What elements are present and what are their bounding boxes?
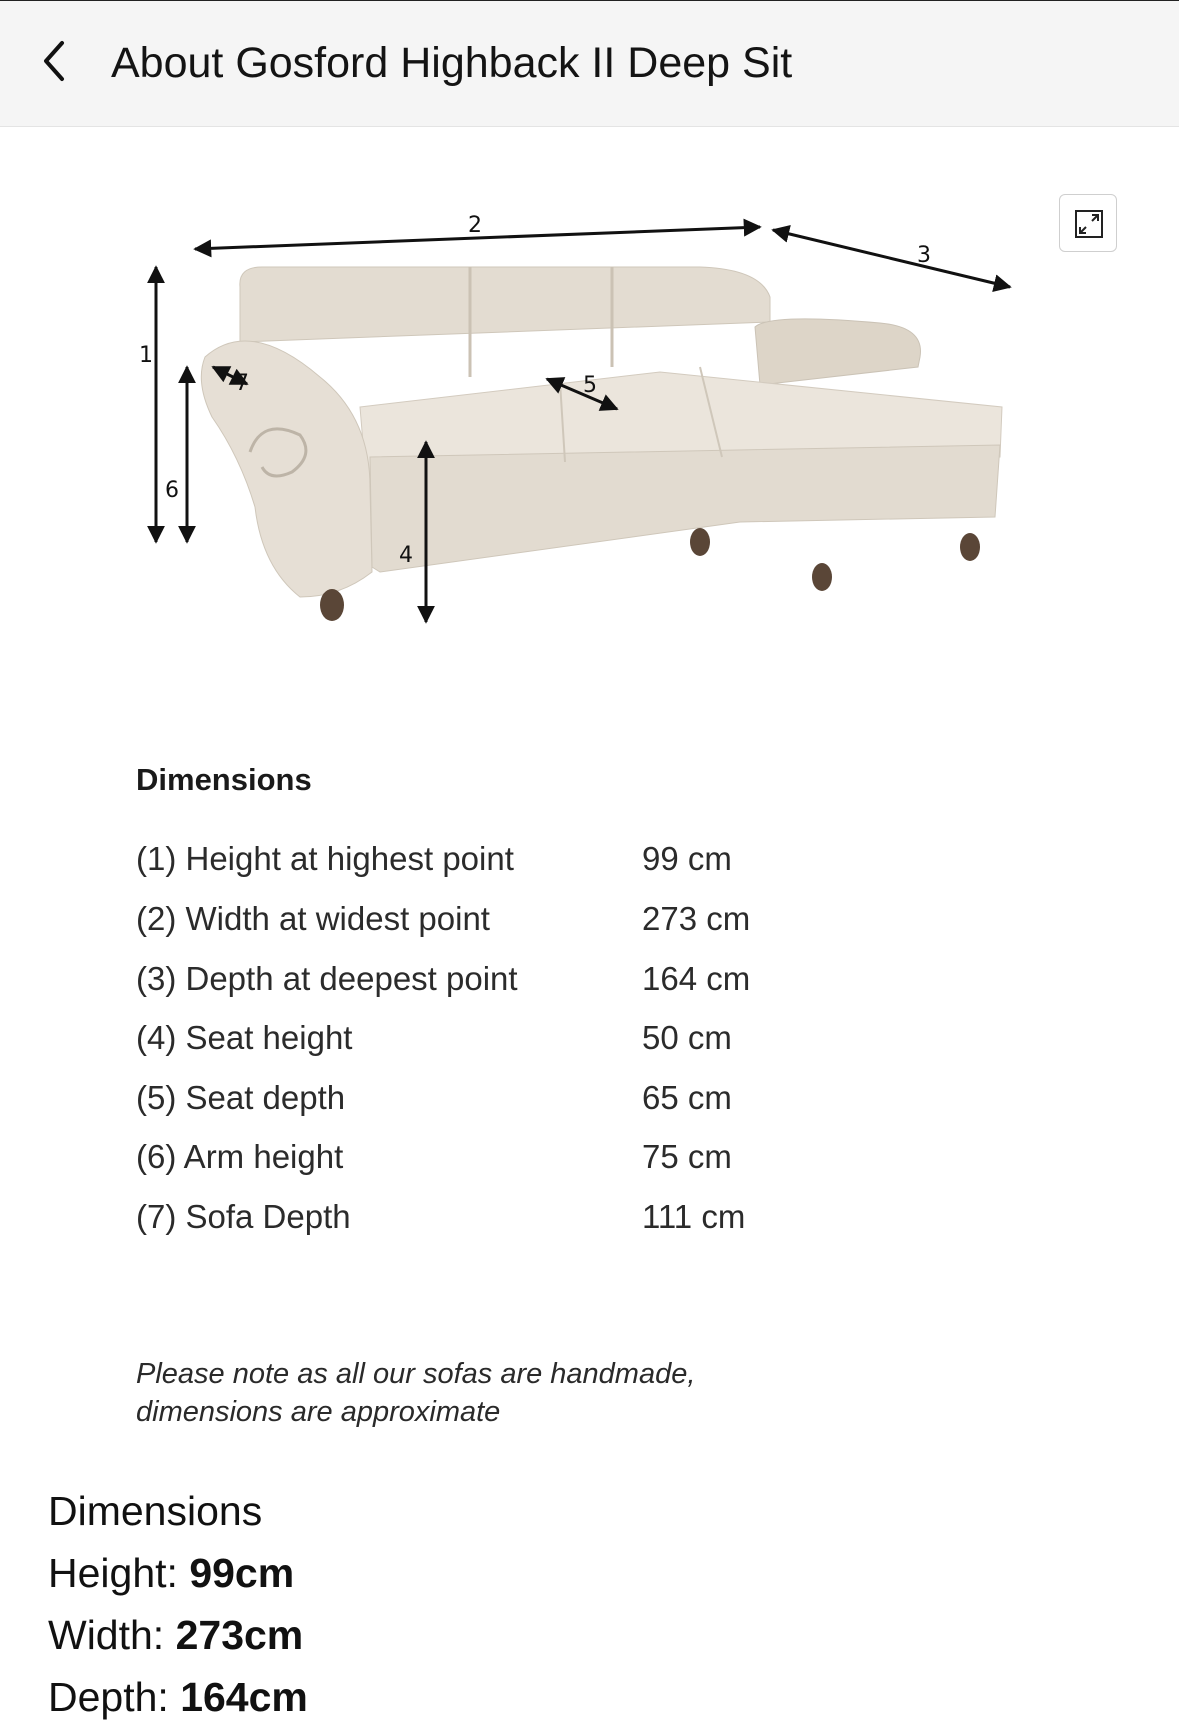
note-line: Please note as all our sofas are handmade, (136, 1358, 696, 1390)
callout-label-3: 3 (917, 243, 931, 268)
dimension-value: 65 cm (642, 1079, 732, 1116)
height-value: 99cm (189, 1550, 295, 1596)
dimension-row (136, 900, 836, 940)
dimension-value: 111 cm (642, 1198, 746, 1235)
width-value: 273cm (175, 1612, 304, 1658)
dimension-label: (3) Depth at deepest point (136, 960, 518, 997)
height-line (48, 1542, 308, 1604)
depth-value: 164cm (180, 1674, 308, 1720)
note-line: dimensions are approximate (136, 1396, 501, 1428)
height-label: Height: (48, 1550, 190, 1596)
callout-label-4: 4 (399, 543, 413, 568)
dimension-label: (2) Width at widest point (136, 900, 490, 937)
dimension-label: (4) Seat height (136, 1019, 353, 1056)
dimension-value: 99 cm (642, 840, 732, 877)
dimension-value: 273 cm (642, 900, 751, 937)
dimension-value: 50 cm (642, 1019, 732, 1056)
dimension-row (136, 1079, 836, 1119)
dimensions-heading: Dimensions (136, 762, 312, 797)
depth-label: Depth: (48, 1674, 181, 1720)
top-bar (0, 0, 1179, 127)
dimension-label: (7) Sofa Depth (136, 1198, 351, 1235)
width-label: Width: (48, 1612, 176, 1658)
summary-heading: Dimensions (48, 1488, 263, 1534)
dimension-arrow-3 (773, 230, 1010, 287)
dimension-value: 75 cm (642, 1138, 732, 1175)
depth-line (48, 1666, 308, 1728)
sofa-diagram (0, 127, 1179, 667)
dimension-label: (1) Height at highest point (136, 840, 514, 877)
dimension-row (136, 840, 836, 880)
callout-label-5: 5 (583, 373, 597, 398)
callout-label-2: 2 (468, 213, 482, 238)
width-line (48, 1604, 308, 1666)
callout-label-7: 7 (235, 371, 249, 396)
dimension-label: (6) Arm height (136, 1138, 344, 1175)
callout-label-1: 1 (139, 343, 153, 368)
dimension-row (136, 1198, 836, 1238)
sofa-illustration (201, 267, 1002, 621)
callout-label-6: 6 (165, 478, 179, 503)
dimension-label: (5) Seat depth (136, 1079, 346, 1116)
dimensions-summary (48, 1480, 308, 1728)
handmade-note (136, 1355, 695, 1431)
chevron-left-icon (34, 35, 82, 87)
back-button[interactable] (34, 35, 82, 87)
dimension-value: 164 cm (642, 960, 751, 997)
dimension-row (136, 1019, 836, 1059)
dimension-row (136, 960, 836, 1000)
page-title: About Gosford Highback II Deep Sit (111, 39, 793, 87)
dimension-row (136, 1138, 836, 1178)
